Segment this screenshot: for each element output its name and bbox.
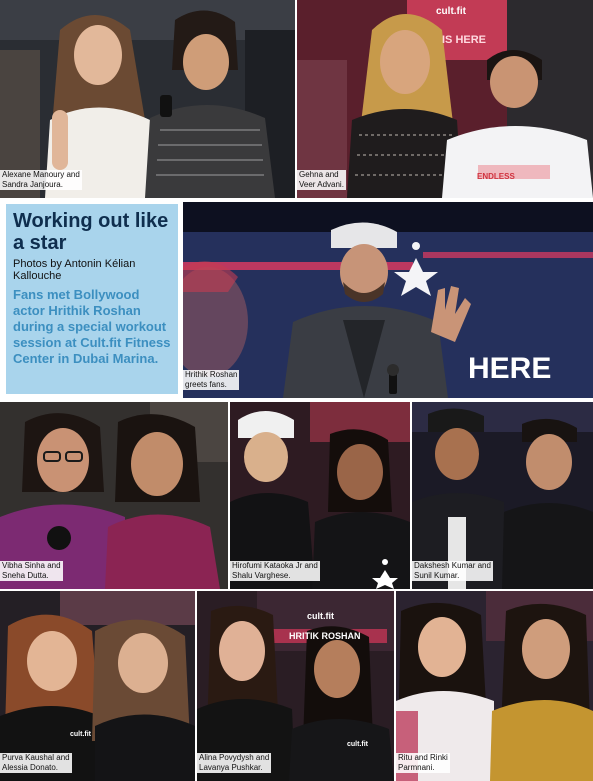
tshirt-print: cult.fit [347, 741, 368, 748]
photo-vibha-sneha [0, 402, 228, 589]
cult-fit-logo: cult.fit [436, 6, 466, 17]
photo-purva-alessia [0, 591, 195, 781]
photo-dakshesh-sunil [412, 402, 593, 589]
photo-alexane-sandra [0, 0, 295, 198]
photo-caption: Gehna and Veer Advani. [299, 170, 344, 189]
article-header-box [6, 204, 178, 394]
photo-hirofumi-shalu [230, 402, 410, 589]
photo-gehna-veer [297, 0, 593, 198]
photo-caption: Hirofumi Kataoka Jr and Shalu Varghese. [232, 561, 318, 580]
photo-ritu-rinki [396, 591, 593, 781]
backdrop-sign: HRITIK ROSHAN [289, 631, 361, 641]
tshirt-print: cult.fit [70, 731, 91, 738]
photo-alina-lavanya [197, 591, 394, 781]
article-description: Fans met Bollywood actor Hrithik Roshan during a special workout session at Cult.fit Fitness Center in Dubai Marina. [13, 287, 171, 366]
backdrop-sign: HERE [468, 352, 552, 385]
photo-image [297, 0, 593, 198]
tshirt-print: ENDLESS [477, 172, 515, 181]
photo-caption: Purva Kaushal and Alessia Donato. [2, 753, 70, 772]
photo-credit: Photos by Antonin Kélian Kallouche [13, 258, 136, 282]
cult-fit-logo: cult.fit [307, 611, 334, 621]
photo-caption: Dakshesh Kumar and Sunil Kumar. [414, 561, 491, 580]
photo-caption: Ritu and Rinki Parmnani. [398, 753, 448, 772]
photo-image [0, 0, 295, 198]
photo-caption: Alina Povydysh and Lavanya Pushkar. [199, 753, 270, 772]
article-title: Working out like a star [13, 210, 169, 254]
photo-caption: Hrithik Roshan greets fans. [185, 370, 238, 389]
photo-hrithik [183, 202, 593, 398]
photo-caption: Alexane Manoury and Sandra Janjoura. [2, 170, 80, 189]
photo-caption: Vibha Sinha and Sneha Dutta. [2, 561, 61, 580]
backdrop-sign: IS HERE [442, 34, 487, 46]
